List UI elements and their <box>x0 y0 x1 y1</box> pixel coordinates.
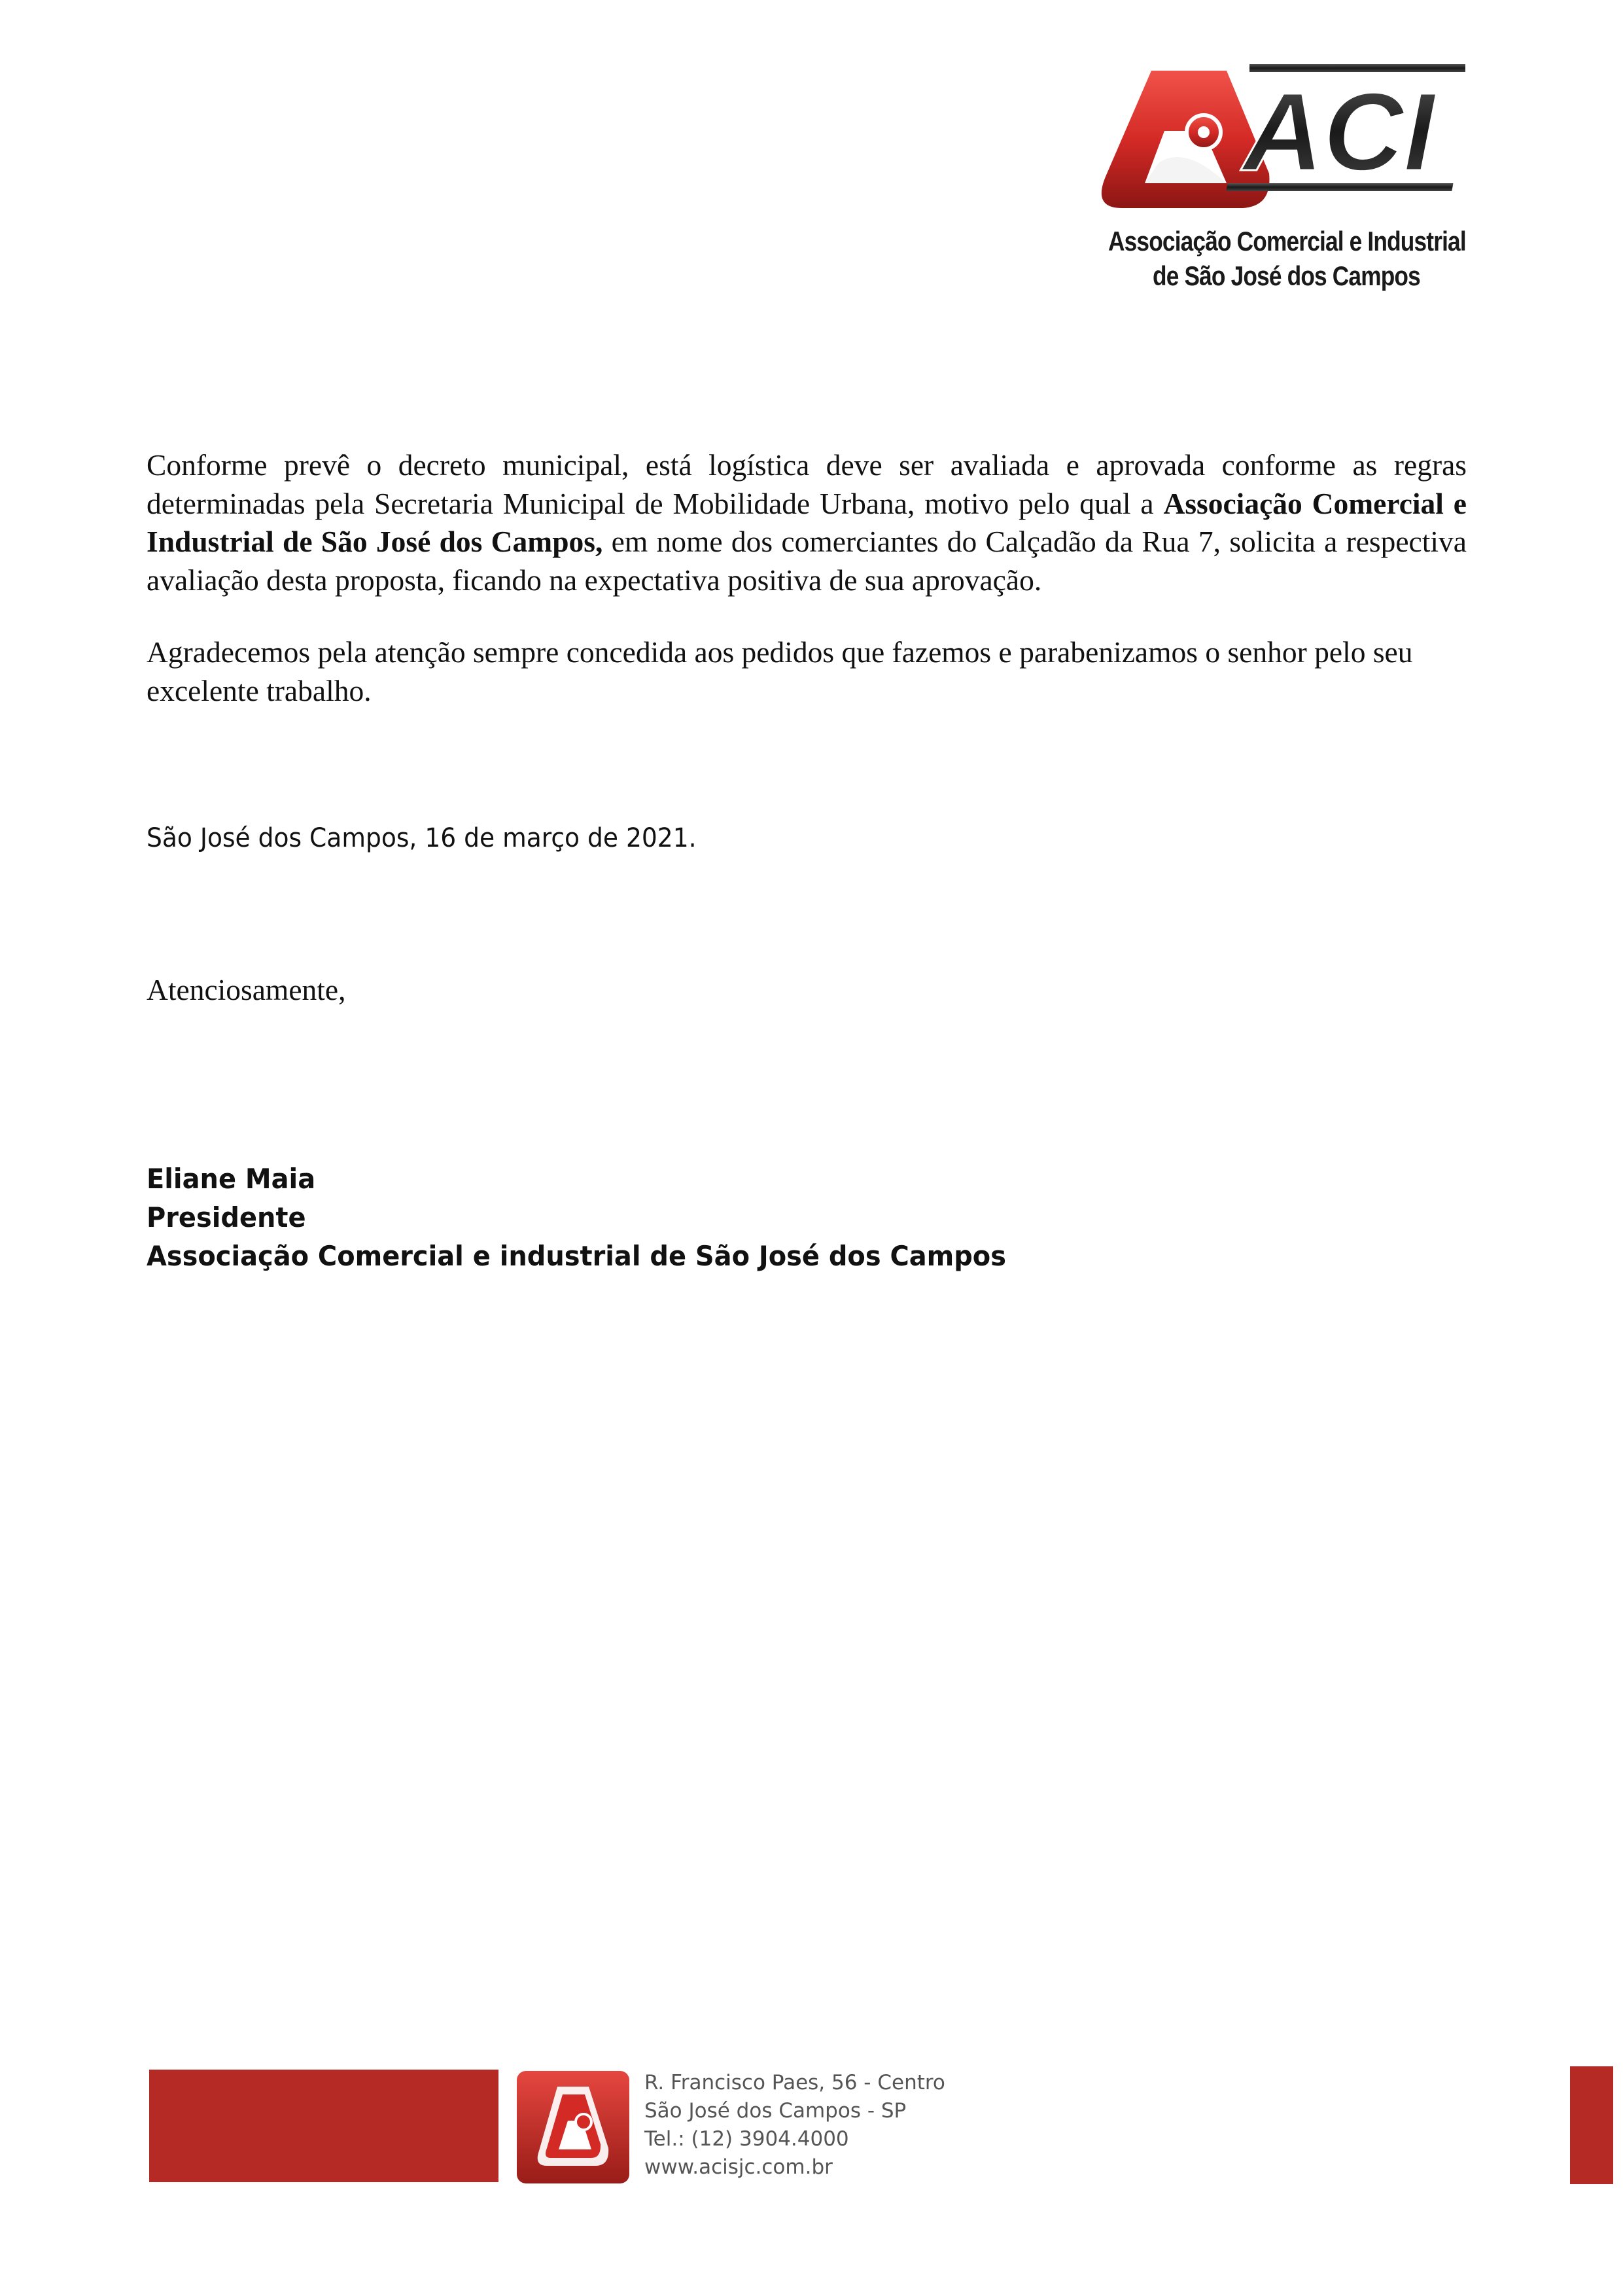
footer-address <box>644 2069 945 2181</box>
aci-footer-logo-icon <box>517 2071 629 2183</box>
footer-city: São José dos Campos - SP <box>644 2099 907 2123</box>
signature-block <box>147 1159 1006 1275</box>
paragraph-1-bold: Associação Comercial e Industrial de São José dos Campos, <box>147 486 1467 558</box>
signer-name: Eliane Maia <box>147 1163 316 1195</box>
closing: Atenciosamente, <box>147 973 346 1006</box>
signer-title: Presidente <box>147 1201 306 1233</box>
paragraph-1-text-b: em nome dos comerciantes do Calçadão da Rua 7, solicita a respectiva avaliação desta proposta, ficando na expectativa positiva de sua aprovação. <box>147 525 1467 597</box>
paragraph-1-text-a: Conforme prevê o decreto municipal, está logística deve ser avaliada e aprovada conforme as regras determinadas pela Secretaria Municipal de Mobilidade Urbana, motivo pelo qual a <box>147 448 1467 520</box>
org-name-line-2: de São José dos Campos <box>1153 260 1420 291</box>
aci-logo-icon <box>1086 59 1478 222</box>
paragraph-2: Agradecemos pela atenção sempre concedida aos pedidos que fazemos e parabenizamos o senhor pelo seu excelente trabalho. <box>147 635 1413 707</box>
footer-phone: Tel.: (12) 3904.4000 <box>644 2127 849 2151</box>
footer-red-bar-right <box>1570 2066 1613 2184</box>
footer-red-bar-left <box>149 2070 498 2182</box>
footer-logo <box>517 2071 629 2183</box>
footer-street: R. Francisco Paes, 56 - Centro <box>644 2071 945 2094</box>
aci-header-logo <box>1086 59 1478 308</box>
footer-website[interactable]: www.acisjc.com.br <box>644 2155 833 2179</box>
aci-logo-text: ACI <box>1243 70 1435 194</box>
org-name-line-1: Associação Comercial e Industrial <box>1108 226 1466 256</box>
paragraph-1 <box>147 446 1467 599</box>
signer-org: Associação Comercial e industrial de São José dos Campos <box>147 1240 1006 1272</box>
letter-date: São José dos Campos, 16 de março de 2021. <box>147 823 697 853</box>
